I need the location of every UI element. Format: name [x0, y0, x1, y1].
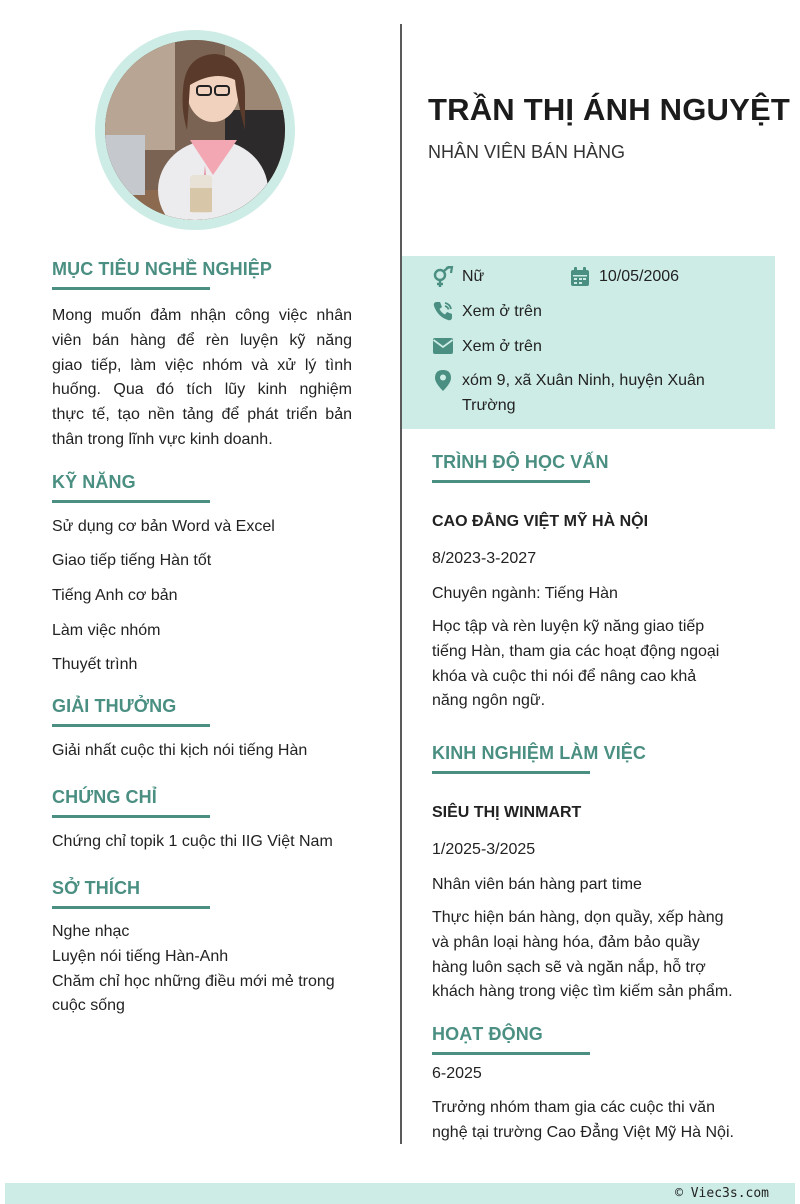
certificates-title: CHỨNG CHỈ: [52, 787, 157, 807]
certificates-section: [52, 787, 352, 850]
skill-item: Giao tiếp tiếng Hàn tốt: [52, 552, 212, 569]
candidate-name: TRẦN THỊ ÁNH NGUYỆT: [428, 92, 791, 127]
experience-desc-line: khách hàng trong việc tìm kiếm sản phẩm.: [432, 983, 733, 1001]
experience-description: [432, 906, 772, 1005]
activities-title: HOẠT ĐỘNG: [432, 1024, 543, 1044]
awards-underline: [52, 724, 210, 727]
activities-period: 6-2025: [432, 1065, 482, 1082]
hobby-line: Luyện nói tiếng Hàn-Anh: [52, 947, 229, 965]
contact-birthday: 10/05/2006: [599, 268, 680, 285]
education-desc-line: Học tập và rèn luyện kỹ năng giao tiếp: [432, 618, 705, 635]
contact-address-line2: Trường: [462, 397, 516, 414]
objective-section: [52, 259, 352, 453]
education-desc-line: khóa và cuộc thi nói để nâng cao khả: [432, 667, 697, 685]
avatar: [105, 40, 285, 220]
skills-underline: [52, 500, 210, 503]
objective-line: viên bán hàng để rèn luyện kỹ năng: [52, 331, 352, 349]
hobbies-section: [52, 878, 352, 1015]
contact-email: Xem ở trên: [462, 338, 542, 355]
experience-period: 1/2025-3/2025: [432, 841, 536, 858]
activities-section: [432, 1024, 762, 1141]
hobbies-underline: [52, 906, 210, 909]
objective-line: Mong muốn đảm nhận công việc nhân: [52, 307, 352, 324]
hobby-line: cuộc sống: [52, 997, 125, 1015]
contact-gender: Nữ: [462, 268, 485, 285]
experience-position: Nhân viên bán hàng part time: [432, 876, 642, 893]
activities-description: [432, 1096, 772, 1146]
experience-section: [432, 743, 762, 1001]
contact-phone: Xem ở trên: [462, 303, 542, 320]
activities-underline: [432, 1052, 590, 1055]
skills-title: KỸ NĂNG: [52, 472, 136, 492]
hobby-line: Chăm chỉ học những điều mới mẻ trong: [52, 972, 335, 990]
education-underline: [432, 480, 590, 483]
contact-box: [402, 256, 775, 429]
skills-section: [52, 472, 352, 673]
experience-title: KINH NGHIỆM LÀM VIỆC: [432, 743, 647, 763]
objective-title: MỤC TIÊU NGHỀ NGHIỆP: [52, 259, 273, 279]
education-description: [432, 615, 762, 714]
education-desc-line: tiếng Hàn, tham gia các hoạt động ngoại: [432, 642, 720, 660]
experience-desc-line: và phân loại hàng hóa, đảm bảo quầy: [432, 933, 700, 951]
activities-desc-line: Trưởng nhóm tham gia các cuộc thi văn: [432, 1099, 715, 1116]
location-icon: [432, 369, 454, 391]
awards-title: GIẢI THƯỞNG: [52, 696, 177, 716]
avatar-photo: [105, 40, 285, 220]
education-school: CAO ĐẲNG VIỆT MỸ HÀ NỘI: [432, 513, 649, 530]
phone-icon: [432, 300, 454, 322]
footer-watermark: © Viec3s.com: [675, 1186, 769, 1201]
education-period: 8/2023-3-2027: [432, 550, 537, 567]
column-divider: [400, 24, 402, 1144]
objective-line: thực tế, tạo nền tảng để phát triển bản: [52, 406, 352, 424]
skill-item: Làm việc nhóm: [52, 622, 161, 639]
objective-line: huống. Qua đó tích lũy kinh nghiệm: [52, 381, 352, 399]
certificates-underline: [52, 815, 210, 818]
candidate-role: NHÂN VIÊN BÁN HÀNG: [428, 142, 626, 162]
contact-address-line1: xóm 9, xã Xuân Ninh, huyện Xuân: [462, 372, 705, 389]
avatar-ring: [95, 30, 295, 230]
education-section: [432, 452, 762, 710]
calendar-icon: [569, 266, 591, 288]
objective-line: thân trong lĩnh vực kinh doanh.: [52, 430, 273, 448]
experience-company: SIÊU THỊ WINMART: [432, 804, 582, 821]
experience-desc-line: Thực hiện bán hàng, dọn quầy, xếp hàng: [432, 909, 724, 926]
experience-desc-line: hàng luôn sạch sẽ và ngăn nắp, hỗ trợ: [432, 958, 706, 976]
education-desc-line: năng ngôn ngữ.: [432, 692, 546, 710]
skill-item: Tiếng Anh cơ bản: [52, 587, 178, 604]
skill-item: Thuyết trình: [52, 656, 138, 673]
hobby-line: Nghe nhạc: [52, 923, 130, 940]
hobbies-title: SỞ THÍCH: [52, 878, 141, 898]
skill-item: Sử dụng cơ bản Word và Excel: [52, 518, 275, 535]
gender-icon: [432, 266, 454, 288]
activities-desc-line: nghệ tại trường Cao Đẳng Việt Mỹ Hà Nội.: [432, 1123, 734, 1141]
email-icon: [432, 335, 454, 357]
awards-section: [52, 696, 352, 759]
objective-line: giao tiếp, làm việc nhóm và xử lý tình: [52, 356, 352, 374]
experience-underline: [432, 771, 590, 774]
footer-bar: [5, 1183, 795, 1204]
award-item: Giải nhất cuộc thi kịch nói tiếng Hàn: [52, 742, 308, 759]
certificate-item: Chứng chỉ topik 1 cuộc thi IIG Việt Nam: [52, 833, 333, 850]
education-title: TRÌNH ĐỘ HỌC VẤN: [432, 452, 609, 472]
objective-text: [52, 304, 352, 453]
objective-underline: [52, 287, 210, 290]
hobbies-list: [52, 920, 352, 1019]
education-major: Chuyên ngành: Tiếng Hàn: [432, 585, 618, 602]
